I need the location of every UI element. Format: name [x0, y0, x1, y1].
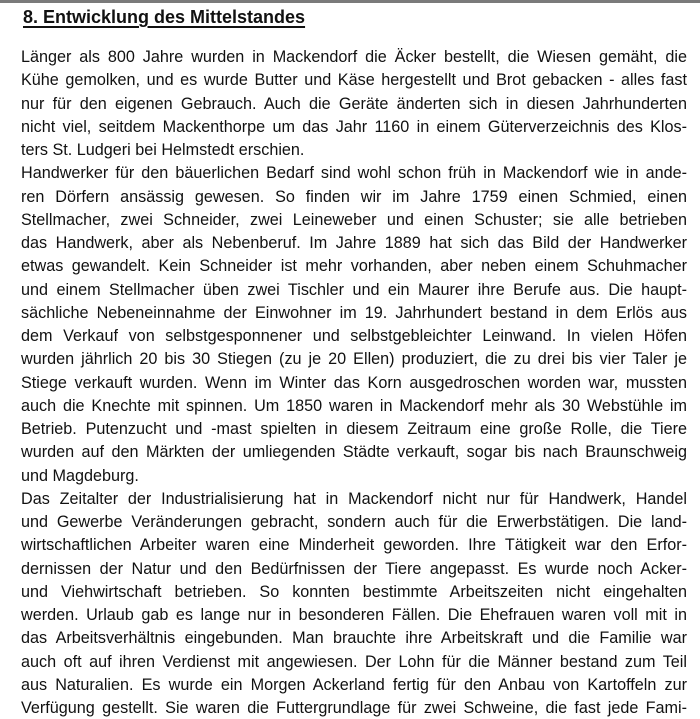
text-line: und Magdeburg.	[21, 466, 139, 485]
text-line: Stiege verkauft wurden. Wenn im Winter das Korn ausgedroschen worden war, mussten	[21, 373, 687, 392]
text-line: werden. Urlaub gab es lange nur in besonderen Fällen. Die Ehefrauen waren voll mit in	[21, 606, 687, 624]
text-line: nur für den eigenen Gebrauch. Auch die Geräte änderten sich in diesen Jahrhunderten	[21, 94, 687, 113]
top-edge-divider	[0, 0, 700, 3]
text-line: sächliche Nebeneinnahme der Einwohner im 19. Jahrhundert bestand in dem Erlös aus	[21, 303, 687, 322]
text-line: ters St. Ludgeri bei Helmstedt erschien.	[21, 141, 305, 159]
text-line: Verfügung gestellt. Sie waren die Futtergrundlage für zwei Schweine, die fast jede Fami-	[21, 699, 687, 717]
text-line: das Handwerk, aber als Nebenberuf. Im Jahre 1889 hat sich das Bild der Handwerker	[21, 234, 687, 252]
text-line: Stellmacher, zwei Schneider, zwei Leineweber und einen Schuster; sie alle betrieben	[21, 210, 687, 229]
text-line: auch die Knechte mit spinnen. Um 1850 waren in Mackendorf mehr als 30 Webstühle im	[21, 396, 687, 415]
text-line: Kühe gemolken, und es wurde Butter und Käse hergestellt und Brot gebacken - alles fast	[21, 71, 687, 90]
text-line: das Arbeitsverhältnis eingebunden. Man brauchte ihre Arbeitskraft und die Familie war	[21, 629, 687, 648]
text-line: Handwerker für den bäuerlichen Bedarf sind wohl schon früh in Mackendorf wie in ande-	[21, 164, 687, 183]
text-line: und Viehwirtschaft betrieben. So konnten bestimmte Arbeitszeiten nicht eingehalten	[21, 582, 687, 601]
text-line: und einem Stellmacher üben zwei Tischler und ein Maurer ihre Berufe aus. Die haupt-	[21, 280, 687, 299]
text-line: aus Naturalien. Es wurde ein Morgen Ackerland fertig für den Anbau von Kartoffeln zur	[21, 675, 687, 694]
text-line: nicht viel, seitdem Mackenthorpe um das Jahr 1160 in einem Güterverzeichnis des Klos-	[21, 117, 687, 136]
text-line: Länger als 800 Jahre wurden in Mackendorf die Äcker bestellt, die Wiesen gemäht, die	[21, 48, 687, 66]
text-line: wurden auf den Märkten der umliegenden Städte verkauft, sogar bis nach Braunschweig	[21, 443, 687, 462]
text-line: etwas gewandelt. Kein Schneider ist mehr vorhanden, aber neben einem Schuhmacher	[21, 257, 687, 276]
text-line: und Gewerbe Veränderungen gebracht, sondern auch für die Erwerbstätigen. Die land-	[21, 513, 687, 531]
text-line: dem Verkauf von selbstgesponnener und selbstgebleichter Leinwand. In vielen Höfen	[21, 327, 687, 345]
text-line: Das Zeitalter der Industrialisierung hat in Mackendorf nicht nur für Handwerk, Handel	[21, 489, 687, 508]
text-line: dernissen der Natur und den Bedürfnissen der Tiere angepasst. Es wurde noch Acker-	[21, 559, 687, 578]
text-line: Betrieb. Putenzucht und -mast spielten in diesem Zeitraum eine große Rolle, die Tiere	[21, 420, 687, 438]
text-line: wurden jährlich 20 bis 30 Stiegen (zu je 20 Ellen) produziert, die zu drei bis vier Taler je	[21, 350, 687, 369]
text-line: wirtschaftlichen Arbeiter waren eine Minderheit geworden. Ihre Tätigkeit war den Erfor-	[21, 536, 687, 555]
text-line: auch oft auf ihren Verdienst mit angewiesen. Der Lohn für die Männer bestand zum Teil	[21, 652, 687, 671]
text-line: ren Dörfern ansässig gewesen. So finden wir im Jahre 1759 einen Schmied, einen	[21, 187, 687, 206]
section-heading: 8. Entwicklung des Mittelstandes	[23, 7, 306, 27]
